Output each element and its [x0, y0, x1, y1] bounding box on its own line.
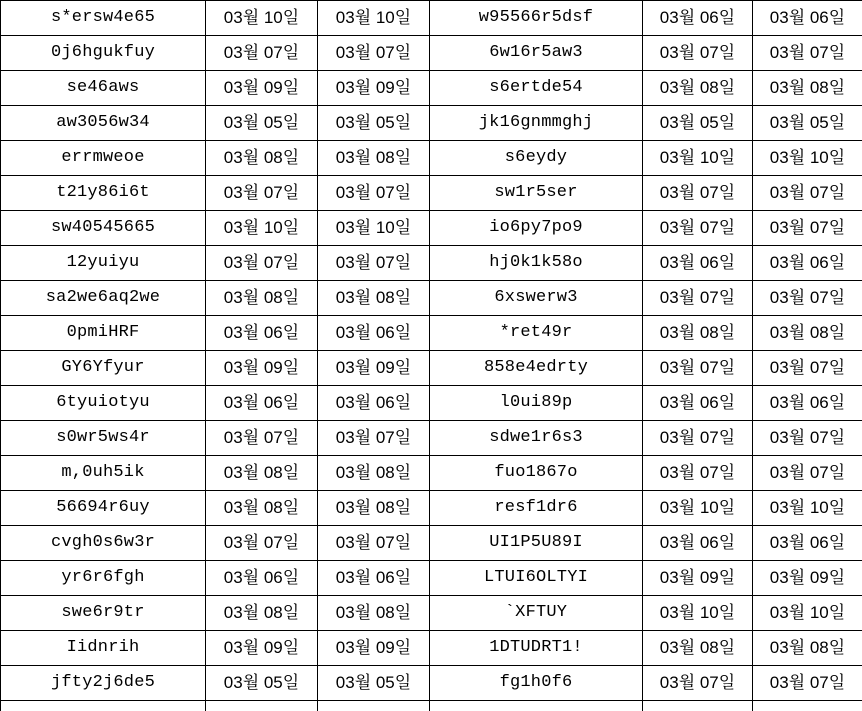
- cell-code-b: *ret49r: [430, 316, 643, 351]
- cell-code-b: 1DTUDRT1!: [430, 631, 643, 666]
- cell-code-a: jfty2j6de5: [1, 666, 206, 701]
- cell-date-b2: 03월 07일: [753, 666, 862, 701]
- cell-code-a: Iidnrih: [1, 631, 206, 666]
- table-row: [1, 526, 862, 561]
- cell-date-a2: 03월 07일: [318, 421, 430, 456]
- cell-date-a2: 03월 09일: [318, 351, 430, 386]
- cell-date-b2: 03월 07일: [753, 211, 862, 246]
- cell-code-b: `XFTUY: [430, 596, 643, 631]
- cell-code-a: se46aws: [1, 71, 206, 106]
- cell-date-b2: 03월 06일: [753, 1, 862, 36]
- cell-date-a2: 03월 09일: [318, 631, 430, 666]
- cell-code-a: t21y86i6t: [1, 176, 206, 211]
- cell-code-a: aw3056w34: [1, 106, 206, 141]
- cell-date-b2: 03월 08일: [753, 316, 862, 351]
- cell-date-b2: 03월 10일: [753, 596, 862, 631]
- cell-date-a2: 03월 07일: [318, 176, 430, 211]
- cell-date-b2: 03월 07일: [753, 456, 862, 491]
- cell-date-a1: 03월 08일: [206, 456, 318, 491]
- cell-code-a: 0pmiHRF: [1, 316, 206, 351]
- cell-date-a1: 03월 09일: [206, 71, 318, 106]
- cell-date-a1: 03월 08일: [206, 596, 318, 631]
- cell-code-a: cvgh0s6w3r: [1, 526, 206, 561]
- table-row: [1, 281, 862, 316]
- cell-date-a1: 03월 05일: [206, 666, 318, 701]
- cell-date-a2: 03월 06일: [318, 561, 430, 596]
- table-row: [1, 561, 862, 596]
- cell-code-b: UI1P5U89I: [430, 526, 643, 561]
- cell-code-a: sa2we6aq2we: [1, 281, 206, 316]
- cell-date-a2: 03월 10일: [318, 1, 430, 36]
- cell-date-a1: 03월 06일: [206, 561, 318, 596]
- cell-date-a1: 03월 06일: [206, 316, 318, 351]
- cell-date-a1: 03월 08일: [206, 281, 318, 316]
- cell-date-a2: 03월 06일: [318, 386, 430, 421]
- cell-code-a: s0wr5ws4r: [1, 421, 206, 456]
- cell-date-b2: 03월 10일: [753, 141, 862, 176]
- cell-date-a1: 03월 10일: [206, 1, 318, 36]
- cell-date-a1: 03월 07일: [206, 246, 318, 281]
- cell-date-a2: 03월 05일: [318, 666, 430, 701]
- cell-date-b2: 03월 10일: [753, 491, 862, 526]
- cell-date-b1: 03월 10일: [643, 491, 753, 526]
- cell-date-b2: 03월 06일: [753, 386, 862, 421]
- cell-date-a1: 03월 10일: [206, 211, 318, 246]
- cell-date-a1: 03월 09일: [206, 351, 318, 386]
- cell-code-a: 6tyuiotyu: [1, 386, 206, 421]
- cell-code-b: resf1dr6: [430, 491, 643, 526]
- cell-date-b1: 03월 07일: [643, 211, 753, 246]
- cell-date-a1: 03월 07일: [206, 176, 318, 211]
- cell-code-a: swe6r9tr: [1, 596, 206, 631]
- table-body: [1, 1, 862, 711]
- cell-date-b2: 03월 06일: [753, 246, 862, 281]
- cell-date-a2: 03월 08일: [318, 491, 430, 526]
- cell-code-b: w95566r5dsf: [430, 1, 643, 36]
- cell-date-b1: 03월 10일: [643, 141, 753, 176]
- cell-date-b1: 03월 05일: [643, 106, 753, 141]
- cell-date-b1: 03월 07일: [643, 36, 753, 71]
- cell-code-a: errmweoe: [1, 141, 206, 176]
- cell-date-b1: 03월 06일: [643, 246, 753, 281]
- cell-date-b2: 03월 07일: [753, 421, 862, 456]
- cell-code-a: m,0uh5ik: [1, 456, 206, 491]
- cell-code-a: 12yuiyu: [1, 246, 206, 281]
- cell-date-a1: 03월 05일: [206, 106, 318, 141]
- cell-date-b2: 03월 09일: [753, 561, 862, 596]
- cell-date-b2: 03월 06일: [753, 526, 862, 561]
- cell-date-a1: 03월 09일: [206, 631, 318, 666]
- cell-code-b: fuo1867o: [430, 456, 643, 491]
- cell-date-b2: 03월 07일: [753, 351, 862, 386]
- cell-code-a: 56694r6uy: [1, 491, 206, 526]
- cell-code-b: 6w16r5aw3: [430, 36, 643, 71]
- cell-date-a2: 03월 10일: [318, 211, 430, 246]
- table-row: [1, 71, 862, 106]
- cell-code-a: sw40545665: [1, 211, 206, 246]
- cell-date-a1: 03월 07일: [206, 421, 318, 456]
- table-row: [1, 386, 862, 421]
- cell-code-b: 6xswerw3: [430, 281, 643, 316]
- table-row: [1, 596, 862, 631]
- cell-date-a1: 03월 08일: [206, 491, 318, 526]
- cell-code-b: l0ui89p: [430, 386, 643, 421]
- cell-date-a2: 03월 09일: [318, 71, 430, 106]
- cell-date-b1: 03월 08일: [643, 316, 753, 351]
- cell-date-b1: 03월 06일: [643, 386, 753, 421]
- table-row: [1, 491, 862, 526]
- cell-date-a2: 03월 08일: [318, 596, 430, 631]
- cell-code-a: s*ersw4e65: [1, 1, 206, 36]
- table-row: [1, 106, 862, 141]
- cell-date-b1: 03월 10일: [643, 596, 753, 631]
- cell-code-b: s6ertde54: [430, 71, 643, 106]
- cell-date-b2: 03월 08일: [753, 71, 862, 106]
- cell-date-a2: 03월 08일: [318, 281, 430, 316]
- cell-date-b1: 03월 06일: [643, 526, 753, 561]
- cell-date-a2: 03월 07일: [318, 36, 430, 71]
- table-row: [1, 421, 862, 456]
- table-row: [1, 246, 862, 281]
- cell-date-b1: 03월 07일: [643, 281, 753, 316]
- cell-code-b: 858e4edrty: [430, 351, 643, 386]
- cell-date-b1: 03월 06일: [643, 1, 753, 36]
- cell-date-a2: 03월 08일: [318, 141, 430, 176]
- table-row: [1, 316, 862, 351]
- cell-date-b2: 03월 08일: [753, 631, 862, 666]
- table-row: [1, 36, 862, 71]
- table-row: [1, 666, 862, 701]
- cell-date-b1: 03월 07일: [643, 456, 753, 491]
- cell-code-b: io6py7po9: [430, 211, 643, 246]
- table-row: [1, 456, 862, 491]
- cell-date-b1: 03월 09일: [643, 561, 753, 596]
- cell-code-a: GY6Yfyur: [1, 351, 206, 386]
- cell-date-b1: 03월 08일: [643, 71, 753, 106]
- cell-date-a1: 03월 07일: [206, 36, 318, 71]
- cell-date-b1: 03월 07일: [643, 176, 753, 211]
- cell-date-a2: 03월 07일: [318, 246, 430, 281]
- cell-code-b: sdwe1r6s3: [430, 421, 643, 456]
- cell-code-b: fg1h0f6: [430, 666, 643, 701]
- cell-date-b1: 03월 08일: [643, 631, 753, 666]
- table-row: [1, 351, 862, 386]
- cell-date-b1: 03월 07일: [643, 421, 753, 456]
- table-row: [1, 631, 862, 666]
- cell-date-a2: 03월 08일: [318, 456, 430, 491]
- cell-date-a2: 03월 05일: [318, 106, 430, 141]
- cell-code-a: 0j6hgukfuy: [1, 36, 206, 71]
- table-row: [1, 176, 862, 211]
- cell-code-b: jk16gnmmghj: [430, 106, 643, 141]
- cell-code-b: hj0k1k58o: [430, 246, 643, 281]
- cell-code-b: sw1r5ser: [430, 176, 643, 211]
- cell-date-a1: 03월 08일: [206, 141, 318, 176]
- table-row: [1, 1, 862, 36]
- cell-date-b2: 03월 07일: [753, 281, 862, 316]
- cell-date-b2: 03월 07일: [753, 36, 862, 71]
- cell-date-a1: 03월 06일: [206, 386, 318, 421]
- cell-code-b: LTUI6OLTYI: [430, 561, 643, 596]
- cell-date-b1: 03월 07일: [643, 351, 753, 386]
- cell-date-b2: 03월 07일: [753, 176, 862, 211]
- cell-code-b: s6eydy: [430, 141, 643, 176]
- cell-date-a2: 03월 06일: [318, 316, 430, 351]
- cell-date-b1: 03월 07일: [643, 666, 753, 701]
- table-row: [1, 141, 862, 176]
- table-row: [1, 211, 862, 246]
- cell-date-b2: 03월 05일: [753, 106, 862, 141]
- cell-code-a: yr6r6fgh: [1, 561, 206, 596]
- cell-date-a2: 03월 07일: [318, 526, 430, 561]
- cell-date-a1: 03월 07일: [206, 526, 318, 561]
